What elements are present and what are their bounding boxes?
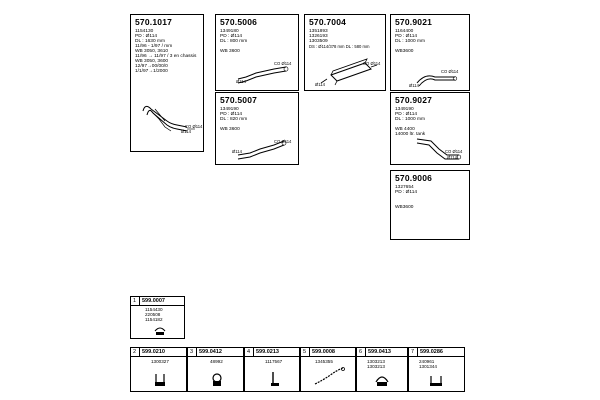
accessory-code: 599.0413 xyxy=(368,349,391,355)
part-spec-line: PD : Ø114 xyxy=(395,34,418,39)
part-spec-line: DS : Ø114/378 mm DL : 580 mm xyxy=(309,44,370,49)
diameter-label: Ø114 xyxy=(409,83,419,88)
part-spec-line: 14000 ltr. tank xyxy=(395,132,426,137)
bracket-icon xyxy=(210,370,224,388)
clamp-icon xyxy=(153,370,167,388)
accessory-header xyxy=(131,297,184,306)
part-spec-line: 1164400 xyxy=(395,29,414,34)
accessory-code: 599.0412 xyxy=(199,349,222,355)
accessory-code: 599.0007 xyxy=(142,298,165,304)
part-spec-line: WB 3600 xyxy=(220,49,240,54)
clamp-icon xyxy=(427,372,445,388)
part-spec-line: DL : 1000 mm xyxy=(395,117,425,122)
part-spec-line: WB 3600 xyxy=(220,127,240,132)
part-spec-line: 1154130 xyxy=(135,29,154,34)
part-spec-line: 1327654 xyxy=(395,185,414,190)
diameter-label: CO Ø114 xyxy=(441,69,459,74)
part-number: 570.9021 xyxy=(395,17,433,27)
part-spec-line: DL : 1630 mm xyxy=(135,39,165,44)
part-spec-line: DL : 800 mm xyxy=(220,39,248,44)
accessory-card-5[interactable] xyxy=(300,347,356,392)
part-spec-line: WB 3050, 3600 xyxy=(135,59,169,64)
diameter-label: CO Ø114 xyxy=(274,139,292,144)
part-spec-line: 12/97→00/00/0 xyxy=(135,64,168,69)
accessory-ref: 1301344 xyxy=(419,364,437,369)
bracket-icon xyxy=(269,370,281,388)
accessory-card-4[interactable] xyxy=(244,347,300,392)
clamp-icon xyxy=(153,325,167,337)
accessory-header xyxy=(409,348,464,357)
part-spec-line: WB3600 xyxy=(395,49,414,54)
diameter-label: Ø114 xyxy=(236,79,246,84)
part-spec-line: 1349180 xyxy=(220,29,239,34)
accessory-ref: 1345355 xyxy=(315,359,333,364)
tail-pipe-drawing xyxy=(411,65,467,89)
diameter-label: Ø114 xyxy=(181,129,191,134)
accessory-code: 599.0213 xyxy=(256,349,279,355)
accessory-ref: 240961 xyxy=(419,359,435,364)
accessory-ref: 48992 xyxy=(210,359,223,364)
part-spec-line: WB3600 xyxy=(395,205,414,210)
part-spec-line: 11/96 - 1/97 / mm xyxy=(135,44,173,49)
accessory-ref: 1303213 xyxy=(367,359,385,364)
diameter-label: Ø114 xyxy=(447,155,457,160)
part-number: 570.7004 xyxy=(309,17,347,27)
part-number: 570.1017 xyxy=(135,17,173,27)
accessory-index: 4 xyxy=(247,349,251,355)
diameter-label: CO Ø114 xyxy=(185,124,203,129)
part-card-570-7004[interactable] xyxy=(304,14,386,91)
accessory-header xyxy=(357,348,407,357)
diameter-label: Ø114 xyxy=(232,149,242,154)
accessory-ref: 1154182 xyxy=(145,317,163,322)
accessory-ref: 1303213 xyxy=(367,364,385,369)
diameter-label: CO Ø114 xyxy=(445,149,463,154)
part-spec-line: 11/96 → 11/97 / 3 en chassis xyxy=(135,54,197,59)
part-spec-line: PD : Ø114 xyxy=(220,112,243,117)
accessory-card-1[interactable] xyxy=(130,296,185,339)
hanger-strap-icon xyxy=(313,366,347,388)
part-number: 570.5007 xyxy=(220,95,258,105)
part-spec-line: PD : Ø114 xyxy=(395,190,418,195)
part-spec-line: 1/1/97→1/2000 xyxy=(135,69,168,74)
accessory-header xyxy=(245,348,299,357)
accessory-card-2[interactable] xyxy=(130,347,187,392)
part-spec-line: 1349190 xyxy=(220,107,239,112)
part-card-570-1017[interactable] xyxy=(130,14,204,152)
accessory-header xyxy=(301,348,355,357)
part-spec-line: WB 3050, 3610 xyxy=(135,49,169,54)
part-number: 570.5006 xyxy=(220,17,258,27)
part-card-570-9021[interactable] xyxy=(390,14,470,91)
accessory-code: 599.0286 xyxy=(420,349,443,355)
part-spec-line: DL : 1000 mm xyxy=(395,39,425,44)
part-spec-line: 1303509 xyxy=(309,39,328,44)
part-spec-line: 1349190 xyxy=(395,107,414,112)
accessory-index: 1 xyxy=(133,298,137,304)
accessory-ref: 220508 xyxy=(145,312,161,317)
diameter-label: CO Ø114 xyxy=(363,61,381,66)
part-spec-line: PD : Ø114 xyxy=(135,34,158,39)
part-card-570-5006[interactable] xyxy=(215,14,299,91)
accessory-card-7[interactable] xyxy=(408,347,465,392)
part-spec-line: 1351893 xyxy=(309,29,328,34)
accessory-code: 599.0008 xyxy=(312,349,335,355)
accessory-ref: 1300327 xyxy=(151,359,169,364)
part-number: 570.9006 xyxy=(395,173,433,183)
part-spec-line: PD : Ø114 xyxy=(395,112,418,117)
part-spec-line: WB 4400 xyxy=(395,127,415,132)
accessory-ref: 1154430 xyxy=(145,307,163,312)
exhaust-pipe-drawing xyxy=(137,97,203,147)
accessory-index: 3 xyxy=(190,349,194,355)
diameter-label: CO Ø114 xyxy=(274,61,292,66)
part-spec-line: PD : Ø114 xyxy=(220,34,243,39)
accessory-index: 2 xyxy=(133,349,137,355)
accessory-header xyxy=(188,348,243,357)
clamp-icon xyxy=(373,372,391,388)
part-card-570-9027[interactable] xyxy=(390,92,470,165)
accessory-header xyxy=(131,348,186,357)
part-card-570-9006[interactable] xyxy=(390,170,470,240)
exhaust-pipe-drawing xyxy=(411,133,467,163)
accessory-ref: 1117567 xyxy=(265,359,283,364)
accessory-card-6[interactable] xyxy=(356,347,408,392)
accessory-index: 5 xyxy=(303,349,307,355)
diameter-label: Ø114 xyxy=(315,82,325,87)
part-spec-line: 1326193 xyxy=(309,34,328,39)
part-spec-line: DL : 820 mm xyxy=(220,117,248,122)
part-card-570-5007[interactable] xyxy=(215,92,299,165)
accessory-code: 599.0210 xyxy=(142,349,165,355)
accessory-card-3[interactable] xyxy=(187,347,244,392)
accessory-index: 6 xyxy=(359,349,363,355)
part-number: 570.9027 xyxy=(395,95,433,105)
accessory-index: 7 xyxy=(411,349,415,355)
